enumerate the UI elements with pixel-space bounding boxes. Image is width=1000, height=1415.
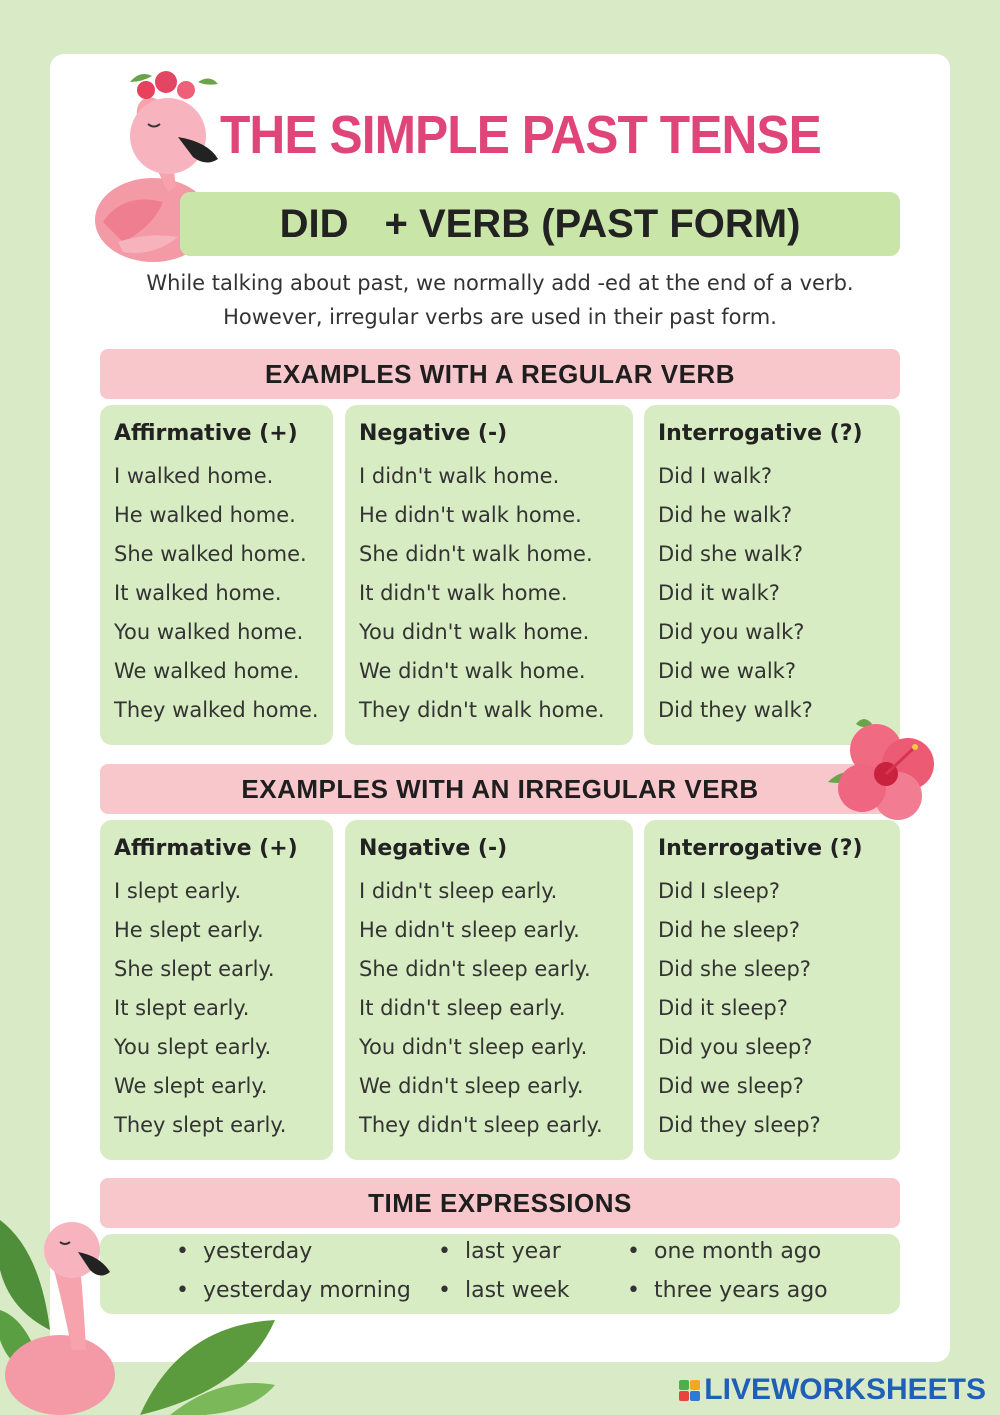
intro-line-2: However, irregular verbs are used in their past form. bbox=[223, 305, 777, 329]
time-heading: TIME EXPRESSIONS bbox=[100, 1178, 900, 1228]
example-line: Did he walk? bbox=[658, 503, 793, 527]
intro-text bbox=[100, 266, 900, 334]
example-line: They walked home. bbox=[114, 698, 319, 722]
column-label: Negative (-) bbox=[359, 421, 508, 446]
regular-heading: EXAMPLES WITH A REGULAR VERB bbox=[100, 349, 900, 399]
example-line: I slept early. bbox=[114, 879, 242, 903]
example-line: He slept early. bbox=[114, 918, 264, 942]
column-label: Interrogative (?) bbox=[658, 836, 863, 861]
example-line: Did they walk? bbox=[658, 698, 813, 722]
example-line: She slept early. bbox=[114, 957, 275, 981]
time-item: • yesterday bbox=[176, 1239, 312, 1264]
example-line: Did we sleep? bbox=[658, 1074, 804, 1098]
example-line: They slept early. bbox=[114, 1113, 287, 1137]
column-label: Affirmative (+) bbox=[114, 421, 298, 446]
formula-did: DID bbox=[279, 201, 349, 246]
logo-text: LIVEWORKSHEETS bbox=[704, 1373, 986, 1406]
example-line: Did he sleep? bbox=[658, 918, 801, 942]
example-line: Did you sleep? bbox=[658, 1035, 813, 1059]
time-item: • three years ago bbox=[627, 1278, 828, 1303]
time-item: • last week bbox=[438, 1278, 569, 1303]
flamingo-bottom-illustration bbox=[0, 1200, 280, 1415]
formula-banner bbox=[180, 192, 900, 256]
example-line: We walked home. bbox=[114, 659, 300, 683]
time-item: • yesterday morning bbox=[176, 1278, 411, 1303]
irregular-negative-column bbox=[345, 820, 633, 1160]
example-line: Did she walk? bbox=[658, 542, 804, 566]
column-label: Negative (-) bbox=[359, 836, 508, 861]
example-line: I walked home. bbox=[114, 464, 274, 488]
time-item: • one month ago bbox=[627, 1239, 821, 1264]
time-item: • last year bbox=[438, 1239, 561, 1264]
example-line: Did it walk? bbox=[658, 581, 780, 605]
example-line: I didn't walk home. bbox=[359, 464, 560, 488]
example-line: It walked home. bbox=[114, 581, 282, 605]
intro-line-1: While talking about past, we normally add -ed at the end of a verb. bbox=[146, 271, 854, 295]
example-line: You slept early. bbox=[114, 1035, 272, 1059]
formula-rest: + VERB (PAST FORM) bbox=[384, 201, 801, 246]
example-line: Did they sleep? bbox=[658, 1113, 821, 1137]
example-line: We didn't walk home. bbox=[359, 659, 586, 683]
example-line: It didn't walk home. bbox=[359, 581, 568, 605]
column-label: Interrogative (?) bbox=[658, 421, 863, 446]
example-line: Did we walk? bbox=[658, 659, 796, 683]
example-line: Did I sleep? bbox=[658, 879, 780, 903]
example-line: He walked home. bbox=[114, 503, 296, 527]
example-line: They didn't walk home. bbox=[359, 698, 605, 722]
example-line: She didn't walk home. bbox=[359, 542, 593, 566]
example-line: Did it sleep? bbox=[658, 996, 788, 1020]
regular-negative-column bbox=[345, 405, 633, 745]
example-line: He didn't sleep early. bbox=[359, 918, 580, 942]
example-line: Did you walk? bbox=[658, 620, 805, 644]
example-line: She didn't sleep early. bbox=[359, 957, 591, 981]
example-line: I didn't sleep early. bbox=[359, 879, 558, 903]
regular-affirmative-column bbox=[100, 405, 333, 745]
example-line: They didn't sleep early. bbox=[359, 1113, 603, 1137]
hibiscus-flower-illustration bbox=[818, 712, 944, 824]
example-line: She walked home. bbox=[114, 542, 307, 566]
example-line: It slept early. bbox=[114, 996, 250, 1020]
example-line: We slept early. bbox=[114, 1074, 268, 1098]
brand-logo bbox=[679, 1373, 986, 1407]
example-line: Did I walk? bbox=[658, 464, 773, 488]
column-label: Affirmative (+) bbox=[114, 836, 298, 861]
irregular-affirmative-column bbox=[100, 820, 333, 1160]
irregular-interrogative-column bbox=[644, 820, 900, 1160]
example-line: You walked home. bbox=[114, 620, 304, 644]
page-title: THE SIMPLE PAST TENSE bbox=[220, 105, 821, 165]
logo-mark-icon bbox=[679, 1380, 700, 1401]
example-line: You didn't walk home. bbox=[359, 620, 590, 644]
example-line: He didn't walk home. bbox=[359, 503, 582, 527]
example-line: We didn't sleep early. bbox=[359, 1074, 584, 1098]
example-line: You didn't sleep early. bbox=[359, 1035, 588, 1059]
irregular-heading: EXAMPLES WITH AN IRREGULAR VERB bbox=[100, 764, 900, 814]
example-line: Did she sleep? bbox=[658, 957, 811, 981]
example-line: It didn't sleep early. bbox=[359, 996, 566, 1020]
regular-interrogative-column bbox=[644, 405, 900, 745]
